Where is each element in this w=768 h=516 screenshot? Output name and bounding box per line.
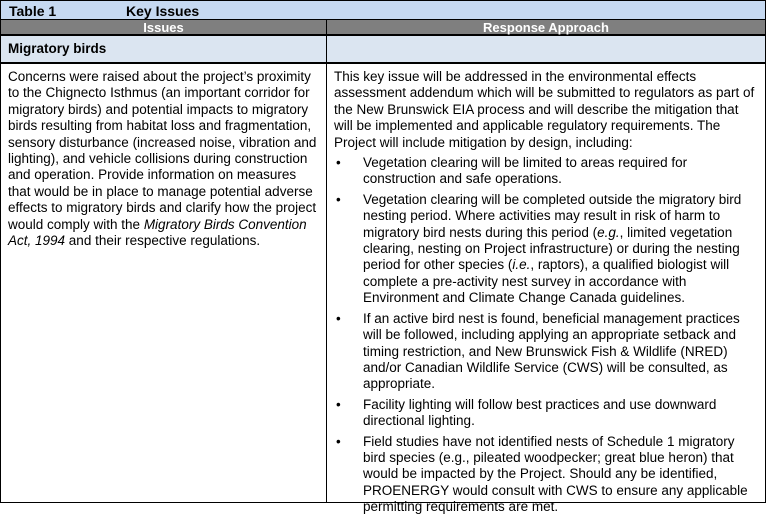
section-migratory-birds: Migratory birds bbox=[0, 35, 327, 63]
bullet-5-text: Field studies have not identified nests of Schedule 1 migratory bird species (e.g., pileated woodpecker; great blue heron) that would be impacted by the Project. Should any be identified, PROENERGY would consult with CWS to ensure any applicable permitting requirements are met. bbox=[363, 433, 748, 515]
bullet-icon: • bbox=[336, 155, 341, 171]
bullet-2-text-a: Vegetation clearing will be completed outside the migratory bird nesting period. Where activities may result in risk of harm to migratory bird nests during this period ( bbox=[363, 191, 742, 240]
response-intro: This key issue will be addressed in the environmental effects assessment addendum which will be submitted to regulators as part of the New Brunswick EIA process and will describe the mitigation that will be implemented and applicable regulatory requirements. The Project will include mitigation by design, including: bbox=[334, 69, 755, 150]
act-name: Migratory Birds Convention Act, 1994 bbox=[8, 216, 307, 249]
table-caption bbox=[0, 0, 766, 20]
response-cell bbox=[326, 63, 766, 515]
eg-abbrev: e.g. bbox=[597, 224, 620, 240]
table-title: Key Issues bbox=[126, 3, 200, 19]
bullet-3-text: If an active bird nest is found, beneficial management practices will be followed, including applying an appropriate setback and timing restriction, and New Brunswick Fish & Wildlife (NRED) and/or Canadian Wildlife Service (CWS) will be consulted, as appropriate. bbox=[363, 310, 740, 392]
list-item bbox=[334, 155, 759, 188]
table-label: Table 1 bbox=[9, 3, 57, 19]
issue-text bbox=[8, 69, 320, 249]
list-item bbox=[334, 311, 759, 393]
bullet-2-text-c: , raptors), a qualified biologist will complete a pre-activity nest survey in accordance with Environment and Climate Change Canada guidelines. bbox=[363, 257, 730, 306]
bullet-2-text-b: , limited vegetation clearing, nesting on Project infrastructure) or during the nesting period for other species ( bbox=[363, 224, 740, 273]
bullet-icon: • bbox=[336, 310, 341, 326]
header-issues: Issues bbox=[0, 19, 327, 35]
bullet-icon: • bbox=[336, 191, 341, 207]
header-response-approach: Response Approach bbox=[326, 19, 766, 35]
list-item bbox=[334, 397, 759, 430]
bullet-4-text: Facility lighting will follow best practices and use downward directional lighting. bbox=[363, 396, 717, 429]
section-blank-cell bbox=[326, 35, 766, 63]
bullet-icon: • bbox=[336, 396, 341, 412]
issues-cell bbox=[0, 63, 327, 503]
bullet-icon: • bbox=[336, 433, 341, 449]
mitigation-list bbox=[334, 155, 759, 516]
issue-text-b: and their respective regulations. bbox=[65, 233, 261, 249]
issue-text-a: Concerns were raised about the project’s proximity to the Chignecto Isthmus (an important corridor for migratory birds) and potential impacts to migratory birds resulting from habitat loss and fragmentation, sensory disturbance (increased noise, vibration and lighting), and vehicle collisions during construction and operation. Provide information on measures that would be in place to manage potential adverse effects to migratory birds and clarify how the project would comply with the bbox=[8, 69, 317, 232]
bullet-1-text: Vegetation clearing will be limited to areas required for construction and safe operations. bbox=[363, 155, 688, 187]
list-item bbox=[334, 434, 759, 516]
list-item bbox=[334, 192, 759, 307]
ie-abbrev: i.e. bbox=[512, 257, 531, 273]
